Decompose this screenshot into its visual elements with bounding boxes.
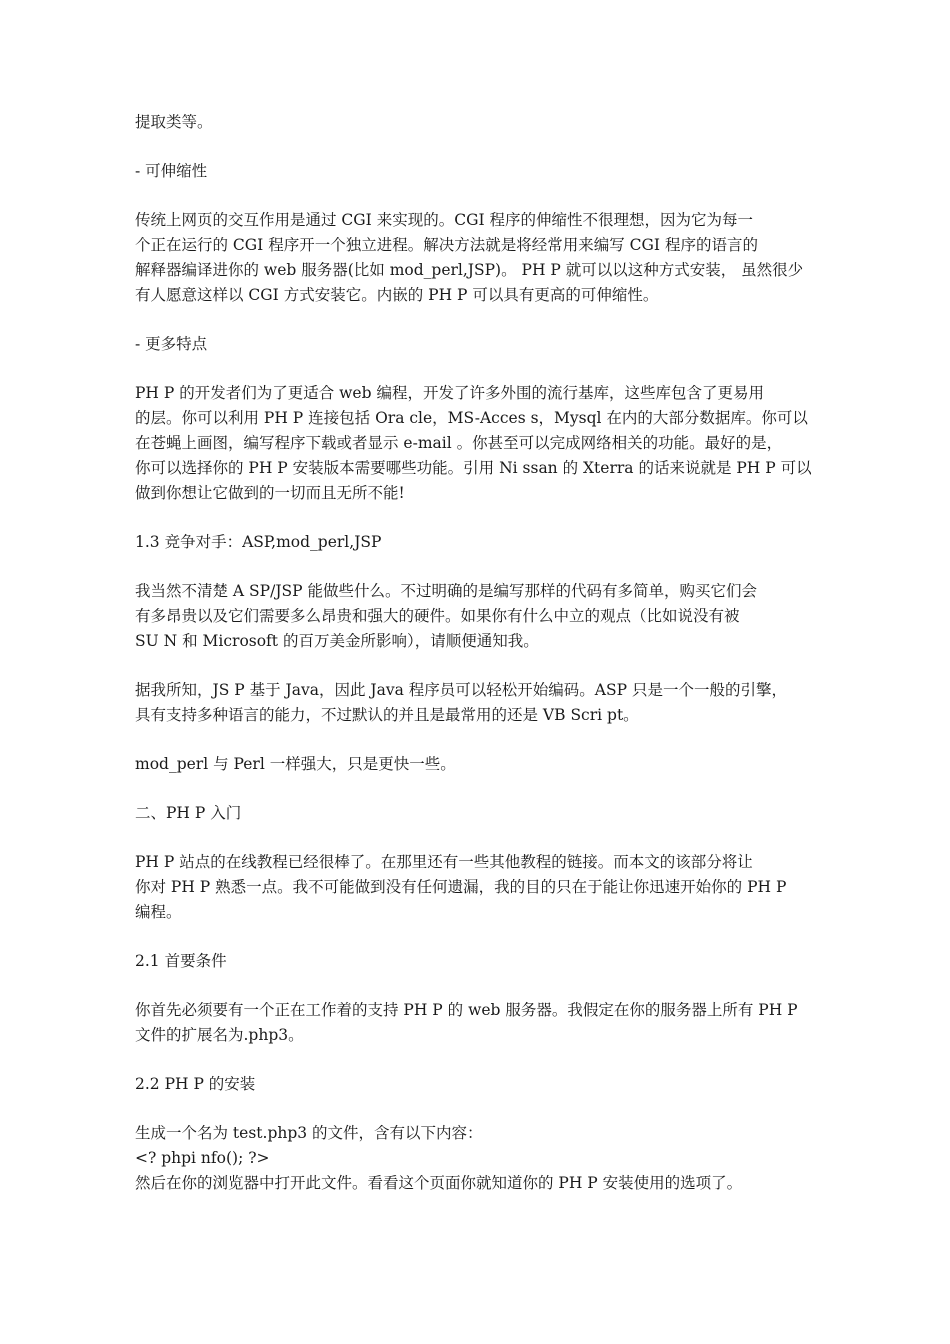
text-line: 1.3 竞争对手：ASP,mod_perl,JSP [135, 533, 382, 551]
text-line: 生成一个名为 test.php3 的文件，含有以下内容： [135, 1124, 483, 1142]
paragraph-spacer [135, 135, 840, 159]
paragraph-spacer [135, 728, 840, 752]
text-line: 有多昂贵以及它们需要多么昂贵和强大的硬件。如果你有什么中立的观点（比如说没有被 [135, 607, 740, 625]
section-heading [135, 949, 840, 974]
paragraph-spacer [135, 925, 840, 949]
paragraph [135, 579, 840, 654]
text-line: 具有支持多种语言的能力，不过默认的并且是最常用的还是 VB Scri pt。 [135, 706, 639, 724]
paragraph-spacer [135, 826, 840, 850]
paragraph-spacer [135, 777, 840, 801]
text-line: 你对 PH P 熟悉一点。我不可能做到没有任何遗漏，我的目的只在于能让你迅速开始你的 PH P [135, 878, 787, 896]
text-line: 有人愿意这样以 CGI 方式安装它。内嵌的 PH P 可以具有更高的可伸缩性。 [135, 286, 659, 304]
paragraph [135, 381, 840, 506]
paragraph-spacer [135, 1048, 840, 1072]
paragraph [135, 208, 840, 308]
paragraph-spacer [135, 1097, 840, 1121]
text-line: <? phpi nfo(); ?> [135, 1149, 270, 1167]
paragraph [135, 752, 840, 777]
paragraph-spacer [135, 974, 840, 998]
text-line: 传统上网页的交互作用是通过 CGI 来实现的。CGI 程序的伸缩性不很理想，因为它为每一 [135, 211, 754, 229]
text-line: 我当然不清楚 A SP/JSP 能做些什么。不过明确的是编写那样的代码有多简单，购买它们会 [135, 582, 758, 600]
section-heading [135, 159, 840, 184]
text-line: 2.2 PH P 的安装 [135, 1075, 256, 1093]
text-line: 你首先必须要有一个正在工作着的支持 PH P 的 web 服务器。我假定在你的服务器上所有 PH P [135, 1001, 798, 1019]
text-line: PH P 的开发者们为了更适合 web 编程，开发了许多外围的流行基库，这些库包含了更易用 [135, 384, 764, 402]
paragraph-spacer [135, 357, 840, 381]
paragraph [135, 1121, 840, 1196]
paragraph [135, 678, 840, 728]
text-line: 个正在运行的 CGI 程序开一个独立进程。解决方法就是将经常用来编写 CGI 程序的语言的 [135, 236, 758, 254]
text-line: 文件的扩展名为.php3。 [135, 1026, 304, 1044]
text-line: PH P 站点的在线教程已经很棒了。在那里还有一些其他教程的链接。而本文的该部分将让 [135, 853, 753, 871]
paragraph [135, 110, 840, 135]
section-heading [135, 332, 840, 357]
paragraph-spacer [135, 308, 840, 332]
text-line: 解释器编译进你的 web 服务器(比如 mod_perl,JSP)。 PH P 就可以以这种方式安装， 虽然很少 [135, 261, 804, 279]
paragraph [135, 850, 840, 925]
text-line: 2.1 首要条件 [135, 952, 227, 970]
text-line: 的层。你可以利用 PH P 连接包括 Ora cle，MS-Acces s，Mysql 在内的大部分数据库。你可以 [135, 409, 808, 427]
text-line: 做到你想让它做到的一切而且无所不能! [135, 484, 405, 502]
text-line: 提取类等。 [135, 113, 213, 131]
text-line: 然后在你的浏览器中打开此文件。看看这个页面你就知道你的 PH P 安装使用的选项了。 [135, 1174, 743, 1192]
text-line: mod_perl 与 Perl 一样强大，只是更快一些。 [135, 755, 456, 773]
text-line: 编程。 [135, 903, 182, 921]
text-line: SU N 和 Microsoft 的百万美金所影响），请顺便通知我。 [135, 632, 539, 650]
section-heading [135, 530, 840, 555]
paragraph [135, 998, 840, 1048]
text-line: 据我所知，JS P 基于 Java，因此 Java 程序员可以轻松开始编码。ASP 只是一个一般的引擎， [135, 681, 787, 699]
text-line: - 更多特点 [135, 335, 208, 353]
paragraph-spacer [135, 654, 840, 678]
text-line: 二、PH P 入门 [135, 804, 242, 822]
section-heading [135, 1072, 840, 1097]
paragraph-spacer [135, 184, 840, 208]
paragraph-spacer [135, 555, 840, 579]
paragraph-spacer [135, 506, 840, 530]
text-line: - 可伸缩性 [135, 162, 208, 180]
section-heading [135, 801, 840, 826]
text-line: 你可以选择你的 PH P 安装版本需要哪些功能。引用 Ni ssan 的 Xterra 的话来说就是 PH P 可以 [135, 459, 812, 477]
text-line: 在苍蝇上画图，编写程序下载或者显示 e-mail 。你甚至可以完成网络相关的功能。最好的是， [135, 434, 783, 452]
